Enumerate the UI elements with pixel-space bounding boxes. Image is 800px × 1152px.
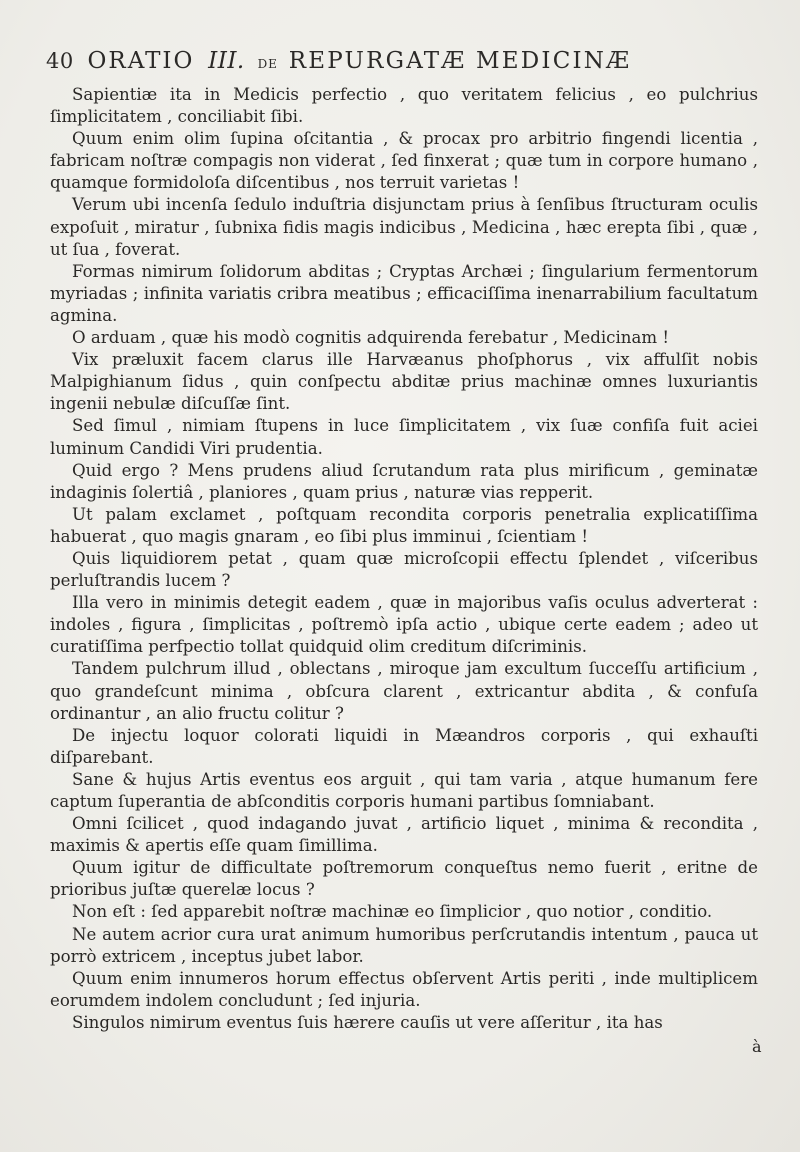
paragraph: Vix præluxit facem clarus ille Harvæanus phoſphorus , vix affulſit nobis Malpighianum ſidus , quin conſpectu abditæ prius machinæ omnes luxuriantis ingenii nebulæ diſcuſſæ ſint. (50, 350, 758, 414)
header-oratio: ORATIO (87, 48, 195, 74)
paragraph: Singulos nimirum eventus ſuis hærere cauſis ut vere aſſeritur , ita has (72, 1012, 663, 1032)
paragraph: De injectu loquor colorati liquidi in Mæandros corporis , qui exhauſti diſparebant. (50, 725, 758, 767)
page-number: 40 (46, 49, 74, 73)
body-text (50, 84, 758, 1034)
paragraph: Quis liquidiorem petat , quam quæ microſcopii effectu ſplendet , viſceribus perluſtrandis lucem ? (50, 548, 758, 591)
paragraph: Sane & hujus Artis eventus eos arguit , qui tam varia , atque humanum fere captum ſuperantia de abſconditis corporis humani partibus ſomniabant. (50, 769, 758, 811)
paragraph: Sed ſimul , nimiam ſtupens in luce ſimplicitatem , vix ſuæ confiſa fuit aciei luminum Candidi Viri prudentia. (50, 416, 758, 458)
paragraph: Illa vero in minimis detegit eadem , quæ in majoribus vaſis oculus adverterat : indoles , figura , ſimplicitas , poſtremò ipſa actio , ubique certe eadem ; adeo ut curatiſſima perfpectio tollat quidquid olim creditum diſcriminis. (50, 593, 758, 657)
paragraph: Quid ergo ? Mens prudens aliud ſcrutandum rata plus mirificum , geminatæ indaginis ſolertiâ , planiores , quam prius , naturæ vias repperit. (50, 460, 758, 502)
running-header (46, 48, 766, 76)
paragraph: O arduam , quæ his modò cognitis adquirenda ferebatur , Medicinam ! (72, 328, 670, 348)
paragraph: Quum enim innumeros horum effectus obſervent Artis periti , inde multiplicem eorumdem indolem concludunt ; ſed injuria. (50, 968, 758, 1010)
paragraph: Omni ſcilicet , quod indagando juvat , artificio liquet , minima & recondita , maximis & apertis eſſe quam ſimillima. (50, 814, 758, 856)
header-title: REPURGATÆ MEDICINÆ (288, 48, 632, 74)
paragraph: Ut palam exclamet , poſtquam recondita corporis penetralia explicatiſſima habuerat , quo magis gnaram , eo ſibi plus imminui , ſcientiam ! (50, 504, 758, 546)
header-roman-numeral: III. (208, 48, 245, 74)
paragraph: Tandem pulchrum illud , oblectans , miroque jam excultum ſucceſſu artificium , quo grandeſcunt minima , obſcura clarent , extricantur abdita , & confuſa ordinantur , an alio fructu colitur ? (50, 659, 758, 723)
header-de: DE (257, 57, 278, 71)
paragraph: Quum enim olim ſupina oſcitantia , & procax pro arbitrio fingendi licentia , fabricam noſtræ compagis non viderat , ſed finxerat ; quæ tum in corpore humano , quamque formidoloſa diſcentibus , nos terruit varietas ! (50, 129, 758, 193)
paragraph: Sapientiæ ita in Medicis perfectio , quo veritatem felicius , eo pulchrius ſimplicitatem , conciliabit ſibi. (50, 85, 758, 127)
paragraph: Quum igitur de difficultate poſtremorum conqueſtus nemo fuerit , eritne de prioribus juſtæ querelæ locus ? (50, 858, 758, 900)
paragraph: Formas nimirum ſolidorum abditas ; Cryptas Archæi ; ſingularium fermentorum myriadas ; infinita variatis cribra meatibus ; efficaciſſima inenarrabilium facultatum agmina. (50, 261, 758, 325)
paragraph: Non eſt : ſed apparebit noſtræ machinæ eo ſimplicior , quo notior , conditio. (72, 902, 713, 922)
paragraph: Ne autem acrior cura urat animum humoribus perſcrutandis intentum , pauca ut porrò extricem , inceptus jubet labor. (50, 924, 758, 966)
paragraph: Verum ubi incenſa ſedulo induſtria disjunctam prius à ſenſibus ſtructuram oculis expoſuit , miratur , ſubnixa fidis magis indicibus , Medicina , hæc erepta ſibi , quæ , ut ſua , foverat. (50, 195, 758, 259)
catchword: à (752, 1037, 762, 1056)
